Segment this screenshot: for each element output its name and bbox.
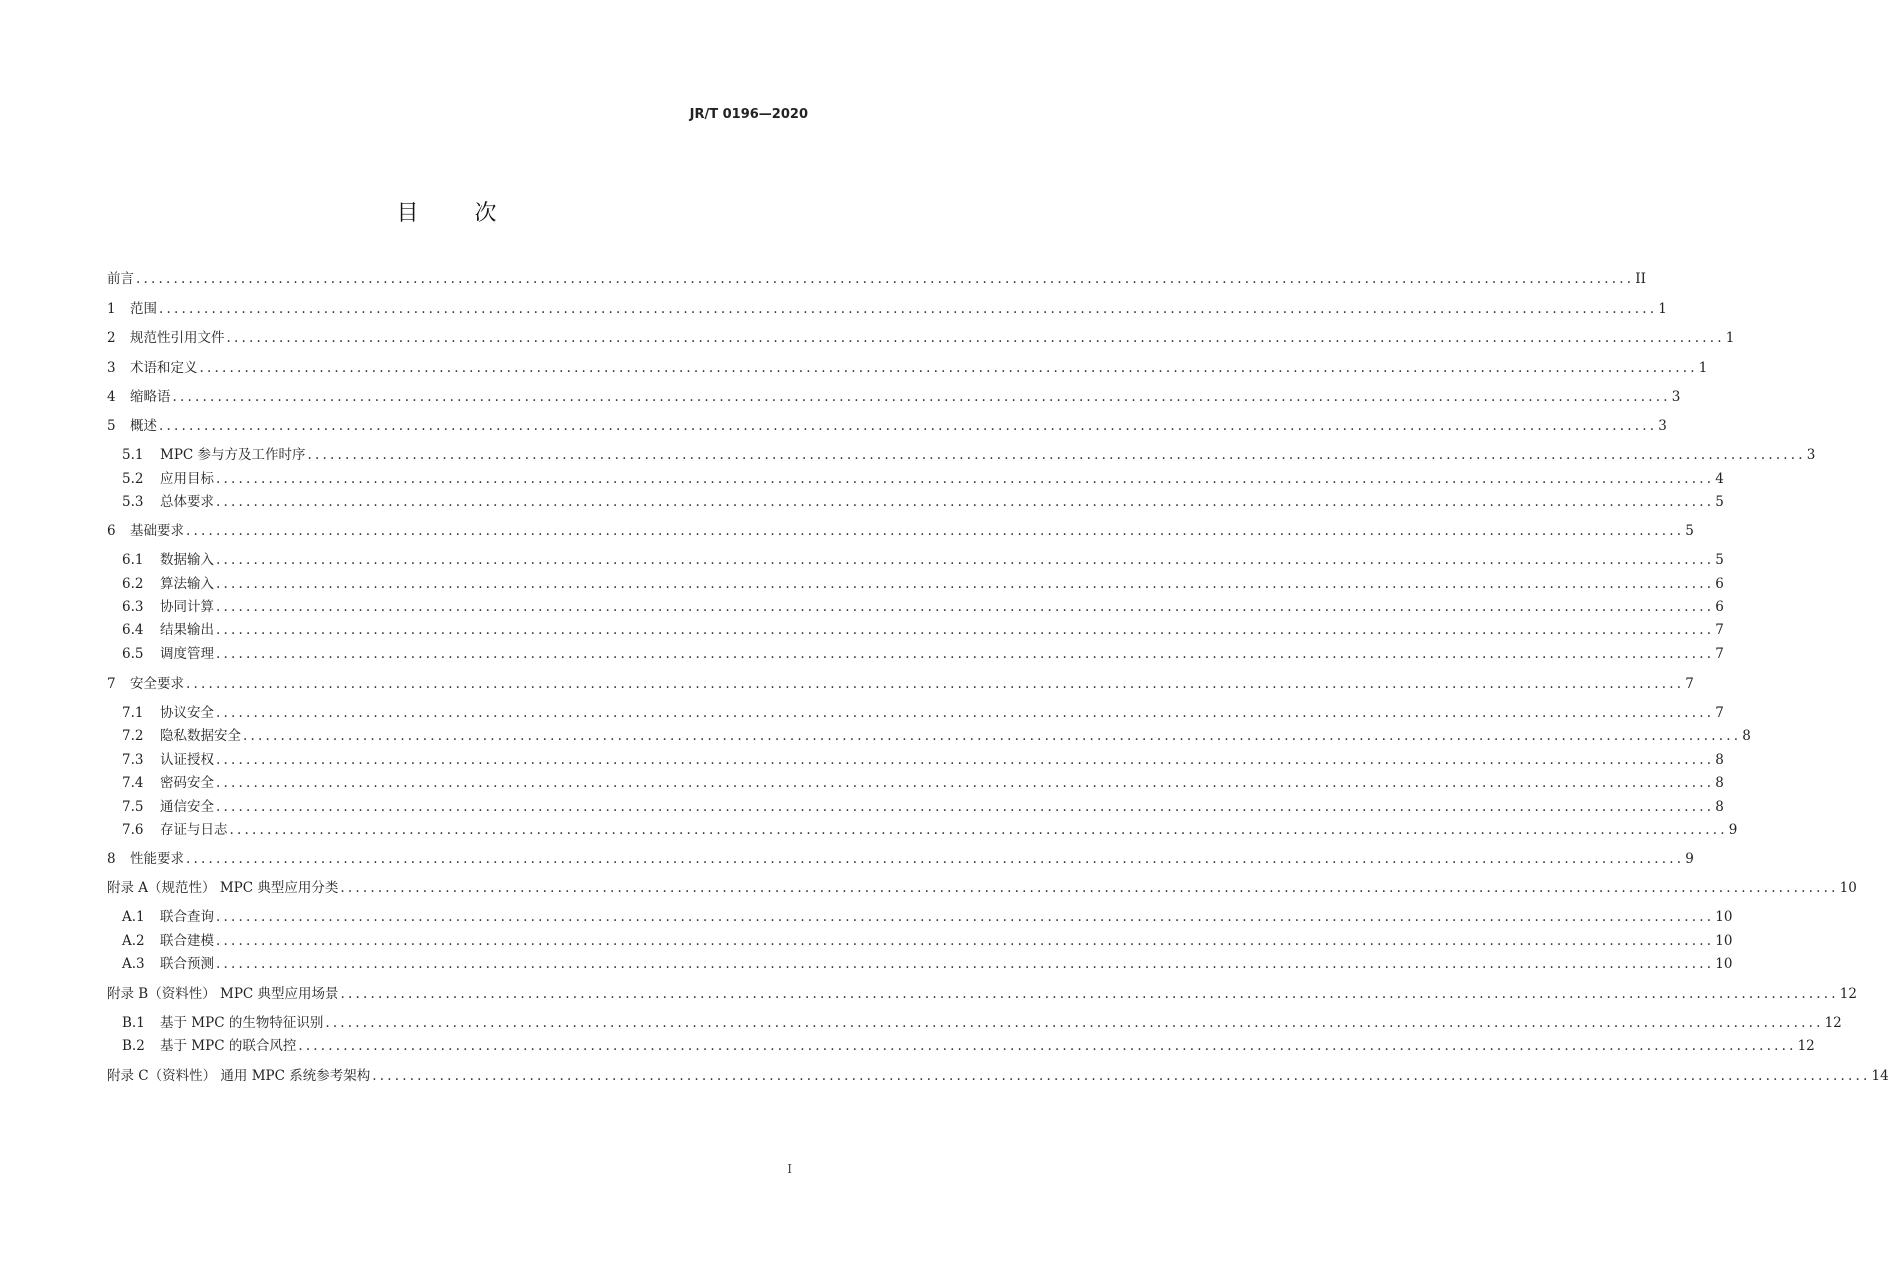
toc-entry[interactable] bbox=[107, 674, 1694, 694]
toc-label: 通信安全 bbox=[160, 799, 214, 815]
toc-leader: ........................................................................................................................................................................................................ bbox=[159, 301, 1658, 317]
toc-leader: ........................................................................................................................................................................................................ bbox=[216, 933, 1715, 949]
toc-page-number: 12 bbox=[1797, 1038, 1815, 1054]
toc-leader: ........................................................................................................................................................................................................ bbox=[216, 956, 1715, 972]
toc-leader: ........................................................................................................................................................................................................ bbox=[186, 523, 1685, 539]
toc-leader: ........................................................................................................................................................................................................ bbox=[243, 728, 1742, 744]
toc-leader: ........................................................................................................................................................................................................ bbox=[172, 389, 1671, 405]
toc-number: A.2 bbox=[122, 933, 145, 949]
page-number: I bbox=[787, 1162, 792, 1176]
toc-number: A.3 bbox=[122, 956, 145, 972]
toc-entry[interactable] bbox=[107, 1066, 1889, 1086]
toc-label: 联合建模 bbox=[160, 933, 214, 949]
toc-entry[interactable] bbox=[122, 1036, 1815, 1056]
toc-page-number: 7 bbox=[1685, 676, 1694, 692]
toc-number: 6 bbox=[107, 523, 116, 539]
toc-number: 7 bbox=[107, 676, 116, 692]
toc-page-number: 4 bbox=[1715, 471, 1724, 487]
toc-leader: ........................................................................................................................................................................................................ bbox=[340, 986, 1839, 1002]
toc-entry[interactable] bbox=[122, 620, 1724, 640]
toc-leader: ........................................................................................................................................................................................................ bbox=[199, 360, 1698, 376]
toc-leader: ........................................................................................................................................................................................................ bbox=[216, 705, 1715, 721]
page-title: 目次 bbox=[396, 201, 553, 226]
toc-page-number: 6 bbox=[1715, 599, 1724, 615]
toc-number: 6.5 bbox=[122, 646, 144, 662]
toc-leader: ........................................................................................................................................................................................................ bbox=[216, 775, 1715, 791]
toc-entry[interactable] bbox=[107, 416, 1667, 436]
toc-leader: ........................................................................................................................................................................................................ bbox=[216, 552, 1715, 568]
toc-number: B.2 bbox=[122, 1038, 145, 1054]
toc-entry[interactable] bbox=[122, 597, 1724, 617]
toc-label: 术语和定义 bbox=[130, 360, 198, 376]
toc-label: 基于 MPC 的联合风控 bbox=[160, 1038, 297, 1054]
toc-entry[interactable] bbox=[122, 1013, 1842, 1033]
toc-leader: ........................................................................................................................................................................................................ bbox=[226, 330, 1725, 346]
toc-leader: ........................................................................................................................................................................................................ bbox=[372, 1068, 1871, 1084]
toc-page-number: 10 bbox=[1715, 909, 1733, 925]
toc-entry[interactable] bbox=[107, 984, 1857, 1004]
toc-label: 安全要求 bbox=[130, 676, 184, 692]
toc-entry[interactable] bbox=[122, 574, 1724, 594]
toc-label: 认证授权 bbox=[160, 752, 214, 768]
toc-entry[interactable] bbox=[107, 878, 1857, 898]
toc-number: A.1 bbox=[122, 909, 145, 925]
toc-page-number: 1 bbox=[1725, 330, 1735, 346]
toc-label: 附录 A（规范性） MPC 典型应用分类 bbox=[107, 880, 339, 896]
toc-number: 7.6 bbox=[122, 822, 144, 838]
toc-number: 6.1 bbox=[122, 552, 144, 568]
toc-leader: ........................................................................................................................................................................................................ bbox=[216, 494, 1715, 510]
toc-leader: ........................................................................................................................................................................................................ bbox=[216, 752, 1715, 768]
toc-entry[interactable] bbox=[122, 907, 1733, 927]
toc-page-number: 5 bbox=[1715, 552, 1724, 568]
toc-number: 3 bbox=[107, 360, 116, 376]
toc-label: 性能要求 bbox=[130, 851, 184, 867]
toc-number: 5.2 bbox=[122, 471, 144, 487]
toc-number: 1 bbox=[107, 301, 116, 317]
toc-number: 6.2 bbox=[122, 576, 144, 592]
toc-label: 联合预测 bbox=[160, 956, 214, 972]
toc-page-number: 1 bbox=[1698, 360, 1708, 376]
toc-page-number: 8 bbox=[1715, 752, 1724, 768]
toc-leader: ........................................................................................................................................................................................................ bbox=[229, 822, 1728, 838]
toc-page-number: 12 bbox=[1839, 986, 1857, 1002]
toc-label: 存证与日志 bbox=[160, 822, 228, 838]
toc-page-number: 8 bbox=[1742, 728, 1751, 744]
toc-entry[interactable] bbox=[122, 703, 1724, 723]
toc-label: 规范性引用文件 bbox=[130, 330, 225, 346]
toc-label: 附录 B（资料性） MPC 典型应用场景 bbox=[107, 986, 339, 1002]
toc-page-number: 8 bbox=[1715, 775, 1724, 791]
toc-leader: ........................................................................................................................................................................................................ bbox=[186, 851, 1685, 867]
toc-entry[interactable] bbox=[122, 469, 1724, 489]
toc-leader: ........................................................................................................................................................................................................ bbox=[216, 471, 1715, 487]
toc-leader: ........................................................................................................................................................................................................ bbox=[325, 1015, 1824, 1031]
toc-number: 7.5 bbox=[122, 799, 144, 815]
toc-page-number: 3 bbox=[1658, 418, 1667, 434]
toc-entry[interactable] bbox=[122, 492, 1724, 512]
toc-page-number: 12 bbox=[1824, 1015, 1842, 1031]
toc-entry[interactable] bbox=[107, 387, 1681, 407]
toc-label: 调度管理 bbox=[160, 646, 214, 662]
toc-number: 7.2 bbox=[122, 728, 144, 744]
toc-leader: ........................................................................................................................................................................................................ bbox=[307, 447, 1806, 463]
toc-number: 5.1 bbox=[122, 447, 144, 463]
toc-number: 7.3 bbox=[122, 752, 144, 768]
toc-entry[interactable] bbox=[122, 773, 1724, 793]
toc-label: 缩略语 bbox=[130, 389, 171, 405]
toc-number: 5.3 bbox=[122, 494, 144, 510]
toc-entry[interactable] bbox=[122, 445, 1816, 465]
toc-entry[interactable] bbox=[122, 726, 1751, 746]
toc-page-number: 10 bbox=[1839, 880, 1857, 896]
toc-label: 算法输入 bbox=[160, 576, 214, 592]
toc-label: 附录 C（资料性） 通用 MPC 系统参考架构 bbox=[107, 1068, 371, 1084]
toc-entry[interactable] bbox=[107, 358, 1708, 378]
toc-leader: ........................................................................................................................................................................................................ bbox=[216, 622, 1715, 638]
toc-entry[interactable] bbox=[122, 931, 1733, 951]
toc-page-number: 14 bbox=[1871, 1068, 1889, 1084]
toc-page-number: 6 bbox=[1715, 576, 1724, 592]
toc-page-number: 3 bbox=[1806, 447, 1816, 463]
toc-page-number: 3 bbox=[1671, 389, 1681, 405]
toc-page-number: 9 bbox=[1728, 822, 1738, 838]
toc-leader: ........................................................................................................................................................................................................ bbox=[159, 418, 1658, 434]
toc-label: 概述 bbox=[130, 418, 157, 434]
toc-number: 5 bbox=[107, 418, 116, 434]
toc-entry[interactable] bbox=[122, 644, 1724, 664]
toc-leader: ........................................................................................................................................................................................................ bbox=[298, 1038, 1797, 1054]
toc-entry[interactable] bbox=[122, 797, 1724, 817]
toc-number: 2 bbox=[107, 330, 116, 346]
document-code: JR/T 0196—2020 bbox=[689, 107, 808, 122]
toc-label: 基于 MPC 的生物特征识别 bbox=[160, 1015, 324, 1031]
toc-leader: ........................................................................................................................................................................................................ bbox=[216, 599, 1715, 615]
toc-label: 结果输出 bbox=[160, 622, 214, 638]
toc-label: 联合查询 bbox=[160, 909, 214, 925]
toc-label: 总体要求 bbox=[160, 494, 214, 510]
toc-number: 7.4 bbox=[122, 775, 144, 791]
toc-page-number: 9 bbox=[1685, 851, 1694, 867]
toc-label: 协同计算 bbox=[160, 599, 214, 615]
toc-label: 数据输入 bbox=[160, 552, 214, 568]
toc-number: 6.4 bbox=[122, 622, 144, 638]
toc-number: B.1 bbox=[122, 1015, 145, 1031]
toc-page-number: 10 bbox=[1715, 933, 1733, 949]
toc-number: 4 bbox=[107, 389, 116, 405]
toc-leader: ........................................................................................................................................................................................................ bbox=[340, 880, 1839, 896]
toc-label: 密码安全 bbox=[160, 775, 214, 791]
toc-label: 基础要求 bbox=[130, 523, 184, 539]
toc-leader: ........................................................................................................................................................................................................ bbox=[216, 909, 1715, 925]
toc-label: 协议安全 bbox=[160, 705, 214, 721]
toc-label: MPC 参与方及工作时序 bbox=[160, 447, 306, 463]
toc-entry[interactable] bbox=[122, 820, 1738, 840]
toc-leader: ........................................................................................................................................................................................................ bbox=[136, 271, 1635, 287]
toc-page-number: 7 bbox=[1715, 622, 1724, 638]
toc-leader: ........................................................................................................................................................................................................ bbox=[216, 799, 1715, 815]
toc-label: 隐私数据安全 bbox=[160, 728, 241, 744]
toc-leader: ........................................................................................................................................................................................................ bbox=[216, 576, 1715, 592]
toc-page-number: 5 bbox=[1685, 523, 1694, 539]
toc-number: 8 bbox=[107, 851, 116, 867]
toc-entry[interactable] bbox=[122, 750, 1724, 770]
toc-number: 7.1 bbox=[122, 705, 144, 721]
toc-entry[interactable] bbox=[107, 328, 1735, 348]
toc-label: 应用目标 bbox=[160, 471, 214, 487]
toc-page-number: 7 bbox=[1715, 705, 1724, 721]
toc-label: 范围 bbox=[130, 301, 157, 317]
toc-label: 前言 bbox=[107, 271, 134, 287]
toc-number: 6.3 bbox=[122, 599, 144, 615]
toc-entry[interactable] bbox=[122, 954, 1733, 974]
toc-page-number: 10 bbox=[1715, 956, 1733, 972]
toc-page-number: 8 bbox=[1715, 799, 1724, 815]
toc-page-number: II bbox=[1635, 271, 1646, 287]
toc-entry[interactable] bbox=[107, 299, 1667, 319]
toc-leader: ........................................................................................................................................................................................................ bbox=[216, 646, 1715, 662]
toc-entry[interactable] bbox=[122, 550, 1724, 570]
toc-page-number: 1 bbox=[1658, 301, 1667, 317]
toc-entry[interactable] bbox=[107, 269, 1646, 289]
toc-page-number: 7 bbox=[1715, 646, 1724, 662]
toc-entry[interactable] bbox=[107, 521, 1694, 541]
toc-leader: ........................................................................................................................................................................................................ bbox=[186, 676, 1685, 692]
toc-entry[interactable] bbox=[107, 849, 1694, 869]
toc-page-number: 5 bbox=[1715, 494, 1724, 510]
